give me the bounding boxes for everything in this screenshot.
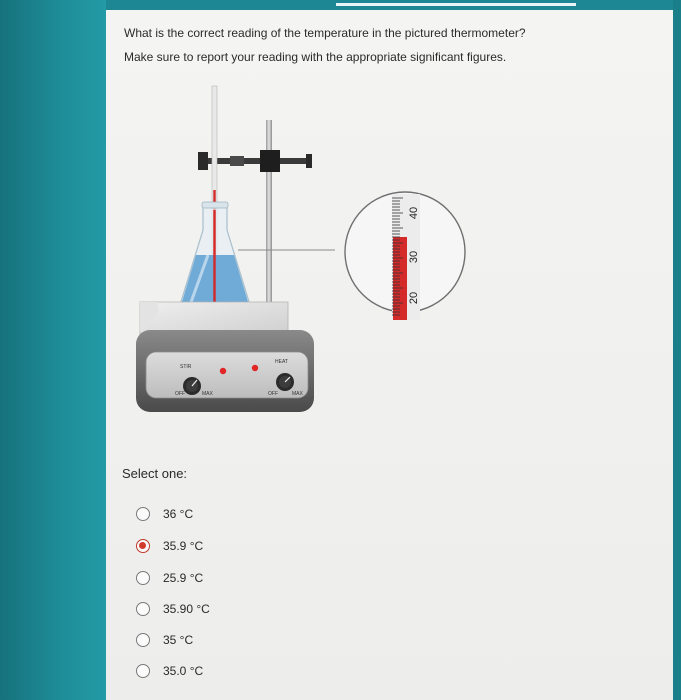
- scale-label-40: 40: [408, 206, 420, 220]
- stir-label: STIR: [180, 364, 192, 370]
- option-label: 35.9 °C: [163, 539, 204, 553]
- heat-off-label: OFF: [268, 391, 278, 397]
- scale-label-20: 20: [408, 291, 420, 305]
- radio-button-selected[interactable]: [136, 539, 150, 553]
- answer-option-6[interactable]: [136, 661, 203, 681]
- option-label: 35 °C: [163, 633, 194, 647]
- option-label: 35.0 °C: [163, 664, 204, 678]
- question-instruction: Make sure to report your reading with the appropriate significant figures.: [124, 50, 507, 64]
- answer-option-4[interactable]: [136, 599, 210, 619]
- thermometer-magnifier: [345, 192, 465, 320]
- radio-button[interactable]: [136, 602, 150, 616]
- answer-option-3[interactable]: [136, 568, 203, 588]
- option-label: 36 °C: [163, 507, 194, 521]
- stir-off-label: OFF: [175, 391, 185, 397]
- heat-label: HEAT: [275, 359, 288, 365]
- question-text: What is the correct reading of the temperature in the pictured thermometer?: [124, 26, 526, 40]
- answer-option-2[interactable]: [136, 536, 203, 556]
- heat-max-label: MAX: [292, 391, 303, 397]
- answer-option-1[interactable]: [136, 504, 193, 524]
- stir-max-label: MAX: [202, 391, 213, 397]
- answer-option-5[interactable]: [136, 630, 193, 650]
- left-background: [0, 0, 106, 700]
- erlenmeyer-flask: [180, 202, 251, 316]
- option-label: 35.90 °C: [163, 602, 210, 616]
- radio-button[interactable]: [136, 664, 150, 678]
- right-background: [673, 0, 681, 700]
- top-bar-accent: [336, 3, 576, 6]
- heat-knob: [276, 373, 294, 391]
- hot-plate: [136, 302, 314, 412]
- radio-button[interactable]: [136, 571, 150, 585]
- lab-apparatus-figure: [120, 80, 520, 420]
- option-label: 25.9 °C: [163, 571, 204, 585]
- radio-button[interactable]: [136, 507, 150, 521]
- scale-label-30: 30: [408, 250, 420, 264]
- heat-indicator-light: [252, 365, 258, 371]
- stir-indicator-light: [220, 368, 226, 374]
- top-bar: [106, 0, 673, 10]
- select-one-label: Select one:: [122, 466, 188, 481]
- radio-button[interactable]: [136, 633, 150, 647]
- stir-knob: [183, 377, 201, 395]
